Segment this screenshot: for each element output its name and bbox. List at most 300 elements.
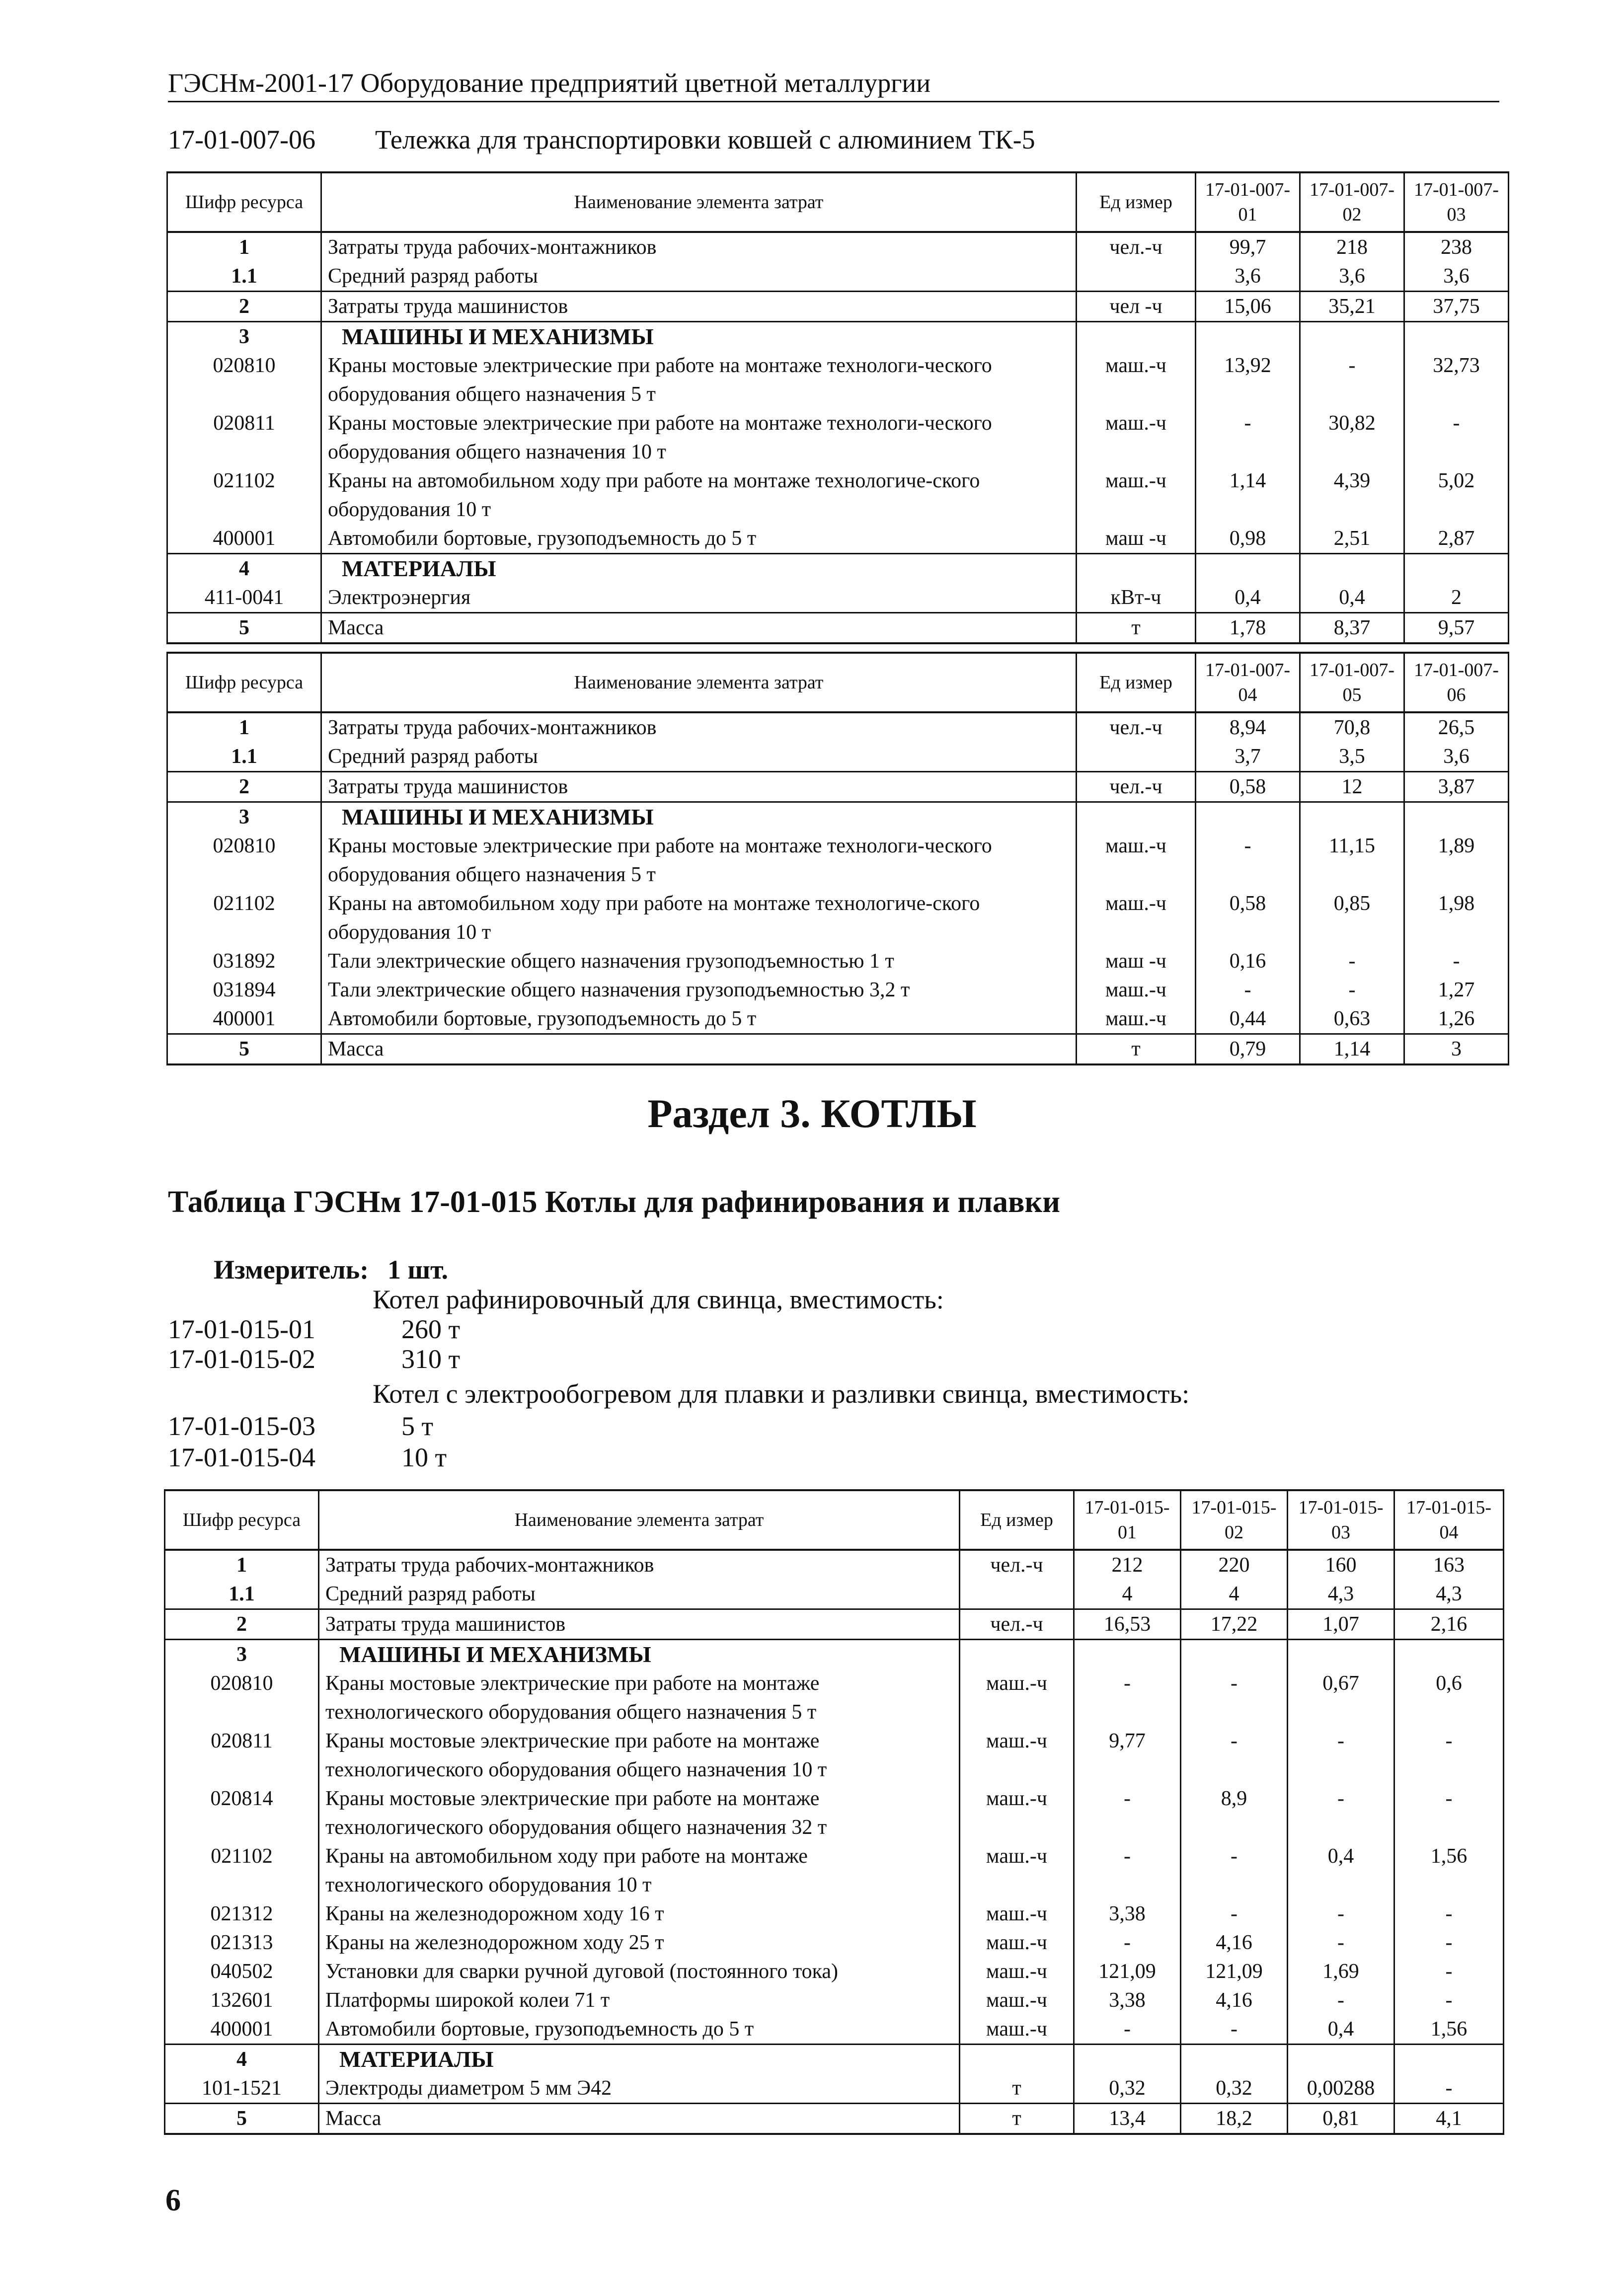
value-cell: 9,77 xyxy=(1074,1727,1181,1784)
norm-table-2 xyxy=(166,652,1509,1065)
value-cell: 0,58 xyxy=(1196,772,1300,802)
value-cell: 1,89 xyxy=(1404,832,1509,889)
value-cell: 1,07 xyxy=(1288,1609,1394,1640)
value-cell: 2 xyxy=(1404,583,1509,613)
cost-element-name: Краны мостовые электрические при работе на монтаже технологи-ческого оборудования общего назначения 5 т xyxy=(321,351,1077,409)
value-cell: - xyxy=(1394,1899,1504,1928)
value-cell: 0,98 xyxy=(1196,524,1300,554)
value-cell: 8,94 xyxy=(1196,712,1300,742)
table-row xyxy=(167,466,1509,524)
value-cell: 1,14 xyxy=(1196,466,1300,524)
value-cell xyxy=(1288,2045,1394,2074)
table-row xyxy=(165,1609,1504,1640)
value-cell: - xyxy=(1288,1727,1394,1784)
unit-cell: т xyxy=(960,2074,1074,2104)
resource-code: 020811 xyxy=(167,409,321,466)
unit-cell: маш.-ч xyxy=(960,1669,1074,1727)
resource-code: 400001 xyxy=(165,2015,319,2045)
unit-cell xyxy=(1077,554,1196,584)
value-cell: 12 xyxy=(1300,772,1404,802)
col-header-unit: Ед измер xyxy=(960,1490,1074,1550)
cost-element-name: Автомобили бортовые, грузоподъемность до 5 т xyxy=(319,2015,960,2045)
value-cell: - xyxy=(1394,2074,1504,2104)
value-cell: - xyxy=(1300,351,1404,409)
value-cell: 26,5 xyxy=(1404,712,1509,742)
desc-code: 17-01-015-01 xyxy=(168,1314,315,1344)
value-cell: 4,16 xyxy=(1181,1928,1288,1957)
table-row xyxy=(167,802,1509,832)
value-cell: 4,39 xyxy=(1300,466,1404,524)
desc-text: 5 т xyxy=(401,1411,434,1441)
value-cell: 3,38 xyxy=(1074,1986,1181,2015)
resource-code: 031894 xyxy=(167,976,321,1004)
col-header-value: 17-01-015-04 xyxy=(1394,1490,1504,1550)
value-cell: - xyxy=(1074,1842,1181,1899)
value-cell: 0,32 xyxy=(1181,2074,1288,2104)
unit-cell xyxy=(1077,802,1196,832)
col-header-value: 17-01-007-03 xyxy=(1404,172,1509,232)
table-row xyxy=(167,613,1509,644)
value-cell: 3,5 xyxy=(1300,742,1404,772)
desc-text: 310 т xyxy=(401,1344,461,1374)
col-header-unit: Ед измер xyxy=(1077,653,1196,712)
resource-code: 1 xyxy=(167,232,321,262)
value-cell xyxy=(1404,802,1509,832)
value-cell: 37,75 xyxy=(1404,292,1509,322)
cost-element-name: Краны мостовые электрические при работе на монтаже технологического оборудования общего назначения 32 т xyxy=(319,1784,960,1842)
unit-cell: маш.-ч xyxy=(1077,976,1196,1004)
table-row xyxy=(165,2045,1504,2074)
value-cell: 1,98 xyxy=(1404,889,1509,947)
value-cell: 70,8 xyxy=(1300,712,1404,742)
value-cell: 0,44 xyxy=(1196,1004,1300,1034)
value-cell: 1,26 xyxy=(1404,1004,1509,1034)
unit-cell: чел.-ч xyxy=(1077,712,1196,742)
resource-code: 5 xyxy=(167,1034,321,1065)
table-row xyxy=(167,351,1509,409)
cost-element-name: Краны на железнодорожном ходу 25 т xyxy=(319,1928,960,1957)
table-row xyxy=(167,322,1509,352)
cost-element-name: Краны мостовые электрические при работе на монтаже технологического оборудования общего назначения 5 т xyxy=(319,1669,960,1727)
resource-code: 1.1 xyxy=(167,262,321,292)
resource-code: 1 xyxy=(167,712,321,742)
cost-element-name: Платформы широкой колеи 71 т xyxy=(319,1986,960,2015)
value-cell: - xyxy=(1288,1986,1394,2015)
value-cell xyxy=(1300,554,1404,584)
unit-cell: маш.-ч xyxy=(960,1784,1074,1842)
value-cell: 0,81 xyxy=(1288,2104,1394,2134)
cost-element-name: Краны мостовые электрические при работе на монтаже технологи-ческого оборудования общего назначения 10 т xyxy=(321,409,1077,466)
section-label: МАШИНЫ И МЕХАНИЗМЫ xyxy=(321,322,1077,352)
value-cell: 0,6 xyxy=(1394,1669,1504,1727)
resource-code: 411-0041 xyxy=(167,583,321,613)
table-row xyxy=(165,1580,1504,1609)
value-cell: 11,15 xyxy=(1300,832,1404,889)
value-cell: 0,79 xyxy=(1196,1034,1300,1065)
value-cell: - xyxy=(1181,1727,1288,1784)
value-cell: 1,14 xyxy=(1300,1034,1404,1065)
value-cell xyxy=(1404,322,1509,352)
cost-element-name: Краны на железнодорожном ходу 16 т xyxy=(319,1899,960,1928)
unit-cell: маш.-ч xyxy=(960,2015,1074,2045)
resource-code: 4 xyxy=(165,2045,319,2074)
unit-cell: чел.-ч xyxy=(1077,772,1196,802)
value-cell: - xyxy=(1181,1669,1288,1727)
table-row xyxy=(165,1928,1504,1957)
value-cell: 3,6 xyxy=(1404,742,1509,772)
cost-element-name: Масса xyxy=(319,2104,960,2134)
table-row xyxy=(167,772,1509,802)
value-cell: 3,38 xyxy=(1074,1899,1181,1928)
value-cell: 4,1 xyxy=(1394,2104,1504,2134)
desc-code: 17-01-015-03 xyxy=(168,1411,315,1441)
table-row xyxy=(165,1550,1504,1580)
value-cell: 0,00288 xyxy=(1288,2074,1394,2104)
resource-code: 021102 xyxy=(165,1842,319,1899)
value-cell: - xyxy=(1404,409,1509,466)
value-cell: 220 xyxy=(1181,1550,1288,1580)
value-cell: 9,57 xyxy=(1404,613,1509,644)
value-cell: 2,16 xyxy=(1394,1609,1504,1640)
resource-code: 132601 xyxy=(165,1986,319,2015)
col-header-unit: Ед измер xyxy=(1077,172,1196,232)
table-row xyxy=(167,976,1509,1004)
resource-code: 021102 xyxy=(167,466,321,524)
value-cell: - xyxy=(1196,976,1300,1004)
col-header-name: Наименование элемента затрат xyxy=(321,653,1077,712)
unit-cell xyxy=(1077,322,1196,352)
value-cell: 0,4 xyxy=(1288,1842,1394,1899)
resource-code: 020811 xyxy=(165,1727,319,1784)
value-cell: - xyxy=(1196,832,1300,889)
value-cell: 17,22 xyxy=(1181,1609,1288,1640)
desc-text: Котел с электрообогревом для плавки и разливки свинца, вместимость: xyxy=(373,1379,1190,1409)
value-cell: 2,51 xyxy=(1300,524,1404,554)
value-cell: 238 xyxy=(1404,232,1509,262)
value-cell: 1,78 xyxy=(1196,613,1300,644)
col-header-code: Шифр ресурса xyxy=(167,653,321,712)
value-cell: 8,37 xyxy=(1300,613,1404,644)
table-row xyxy=(165,1899,1504,1928)
resource-code: 020814 xyxy=(165,1784,319,1842)
table-row xyxy=(165,1842,1504,1899)
col-header-value: 17-01-015-02 xyxy=(1181,1490,1288,1550)
value-cell: 4,16 xyxy=(1181,1986,1288,2015)
resource-code: 020810 xyxy=(167,832,321,889)
table-row xyxy=(165,1669,1504,1727)
value-cell: 13,92 xyxy=(1196,351,1300,409)
meter-value: 1 шт. xyxy=(387,1255,449,1285)
unit-cell: т xyxy=(960,2104,1074,2134)
value-cell: - xyxy=(1196,409,1300,466)
value-cell: 35,21 xyxy=(1300,292,1404,322)
value-cell: 1,27 xyxy=(1404,976,1509,1004)
value-cell: 3,7 xyxy=(1196,742,1300,772)
col-header-name: Наименование элемента затрат xyxy=(321,172,1077,232)
unit-cell: маш.-ч xyxy=(960,1899,1074,1928)
value-cell: 1,69 xyxy=(1288,1957,1394,1986)
value-cell: 0,63 xyxy=(1300,1004,1404,1034)
value-cell: 13,4 xyxy=(1074,2104,1181,2134)
cost-element-name: Тали электрические общего назначения грузоподъемностью 3,2 т xyxy=(321,976,1077,1004)
value-cell: 3,6 xyxy=(1196,262,1300,292)
desc-text: 260 т xyxy=(401,1314,461,1344)
value-cell: - xyxy=(1394,1986,1504,2015)
value-cell: 32,73 xyxy=(1404,351,1509,409)
meter-label: Измеритель: xyxy=(214,1255,369,1285)
resource-code: 031892 xyxy=(167,947,321,976)
resource-code: 400001 xyxy=(167,1004,321,1034)
unit-cell: маш.-ч xyxy=(960,1727,1074,1784)
table-row xyxy=(167,524,1509,554)
cost-element-name: Средний разряд работы xyxy=(321,262,1077,292)
desc-text: 10 т xyxy=(401,1442,447,1472)
desc-code: 17-01-015-02 xyxy=(168,1344,315,1374)
value-cell: 212 xyxy=(1074,1550,1181,1580)
unit-cell: маш -ч xyxy=(1077,947,1196,976)
table-row xyxy=(165,1986,1504,2015)
table-row xyxy=(167,262,1509,292)
resource-code: 5 xyxy=(165,2104,319,2134)
desc-text: Котел рафинировочный для свинца, вместимость: xyxy=(373,1285,944,1314)
unit-cell: маш.-ч xyxy=(1077,466,1196,524)
header-rule xyxy=(168,101,1499,102)
cost-element-name: Затраты труда рабочих-монтажников xyxy=(321,232,1077,262)
value-cell xyxy=(1394,1640,1504,1669)
value-cell: - xyxy=(1288,1784,1394,1842)
unit-cell: маш.-ч xyxy=(1077,409,1196,466)
unit-cell: маш.-ч xyxy=(1077,832,1196,889)
value-cell: - xyxy=(1074,1928,1181,1957)
unit-cell xyxy=(960,1640,1074,1669)
value-cell: 5,02 xyxy=(1404,466,1509,524)
value-cell: - xyxy=(1181,1899,1288,1928)
unit-cell: маш -ч xyxy=(1077,524,1196,554)
col-header-value: 17-01-007-04 xyxy=(1196,653,1300,712)
value-cell: 2,87 xyxy=(1404,524,1509,554)
value-cell: - xyxy=(1288,1899,1394,1928)
col-header-value: 17-01-007-05 xyxy=(1300,653,1404,712)
cost-element-name: Краны на автомобильном ходу при работе на монтаже технологиче-ского оборудования 10 т xyxy=(321,889,1077,947)
value-cell: - xyxy=(1074,2015,1181,2045)
unit-cell xyxy=(1077,262,1196,292)
cost-element-name: Автомобили бортовые, грузоподъемность до 5 т xyxy=(321,1004,1077,1034)
resource-code: 3 xyxy=(167,322,321,352)
value-cell: 15,06 xyxy=(1196,292,1300,322)
cost-element-name: Масса xyxy=(321,613,1077,644)
value-cell: - xyxy=(1394,1784,1504,1842)
table-row xyxy=(165,2104,1504,2134)
unit-cell: маш.-ч xyxy=(960,1986,1074,2015)
resource-code: 1.1 xyxy=(167,742,321,772)
resource-code: 021312 xyxy=(165,1899,319,1928)
cost-element-name: Тали электрические общего назначения грузоподъемностью 1 т xyxy=(321,947,1077,976)
table-row xyxy=(167,292,1509,322)
table-row xyxy=(167,409,1509,466)
resource-code: 3 xyxy=(167,802,321,832)
unit-cell: маш.-ч xyxy=(960,1957,1074,1986)
value-cell xyxy=(1288,1640,1394,1669)
unit-cell: чел.-ч xyxy=(1077,232,1196,262)
col-header-value: 17-01-015-03 xyxy=(1288,1490,1394,1550)
unit-cell: т xyxy=(1077,1034,1196,1065)
cost-element-name: Затраты труда машинистов xyxy=(319,1609,960,1640)
cost-element-name: Краны мостовые электрические при работе на монтаже технологи-ческого оборудования общего назначения 5 т xyxy=(321,832,1077,889)
resource-code: 040502 xyxy=(165,1957,319,1986)
table-row xyxy=(167,1034,1509,1065)
value-cell: 3 xyxy=(1404,1034,1509,1065)
value-cell: 0,4 xyxy=(1288,2015,1394,2045)
table-row xyxy=(167,742,1509,772)
value-cell: - xyxy=(1181,2015,1288,2045)
value-cell: 0,58 xyxy=(1196,889,1300,947)
unit-cell xyxy=(960,1580,1074,1609)
value-cell: - xyxy=(1300,947,1404,976)
unit-cell xyxy=(960,2045,1074,2074)
page-header: ГЭСНм-2001-17 Оборудование предприятий цветной металлургии xyxy=(168,68,931,98)
unit-cell: чел.-ч xyxy=(960,1609,1074,1640)
section-label: МАТЕРИАЛЫ xyxy=(319,2045,960,2074)
resource-code: 2 xyxy=(167,292,321,322)
value-cell xyxy=(1196,802,1300,832)
table-row xyxy=(167,1004,1509,1034)
value-cell: 121,09 xyxy=(1074,1957,1181,1986)
col-header-value: 17-01-007-06 xyxy=(1404,653,1509,712)
value-cell: 121,09 xyxy=(1181,1957,1288,1986)
value-cell: 8,9 xyxy=(1181,1784,1288,1842)
value-cell xyxy=(1300,322,1404,352)
unit-cell: маш.-ч xyxy=(1077,351,1196,409)
value-cell: - xyxy=(1394,1957,1504,1986)
unit-cell: чел.-ч xyxy=(960,1550,1074,1580)
cost-element-name: Затраты труда машинистов xyxy=(321,292,1077,322)
cost-element-name: Краны на автомобильном ходу при работе на монтаже технологиче-ского оборудования 10 т xyxy=(321,466,1077,524)
resource-code: 021102 xyxy=(167,889,321,947)
value-cell: 3,6 xyxy=(1300,262,1404,292)
desc-code: 17-01-015-04 xyxy=(168,1442,315,1472)
value-cell xyxy=(1074,1640,1181,1669)
table-row xyxy=(167,947,1509,976)
cost-element-name: Затраты труда рабочих-монтажников xyxy=(321,712,1077,742)
value-cell: - xyxy=(1288,1928,1394,1957)
col-header-value: 17-01-015-01 xyxy=(1074,1490,1181,1550)
resource-code: 020810 xyxy=(167,351,321,409)
cost-element-name: Электроэнергия xyxy=(321,583,1077,613)
unit-cell: маш.-ч xyxy=(960,1928,1074,1957)
resource-code: 5 xyxy=(167,613,321,644)
cost-element-name: Краны на автомобильном ходу при работе на монтаже технологического оборудования 10 т xyxy=(319,1842,960,1899)
value-cell: - xyxy=(1300,976,1404,1004)
resource-code: 1 xyxy=(165,1550,319,1580)
table-row xyxy=(167,712,1509,742)
value-cell: 16,53 xyxy=(1074,1609,1181,1640)
value-cell: 0,4 xyxy=(1196,583,1300,613)
cost-element-name: Затраты труда рабочих-монтажников xyxy=(319,1550,960,1580)
value-cell: 3,87 xyxy=(1404,772,1509,802)
col-header-code: Шифр ресурса xyxy=(165,1490,319,1550)
resource-code: 1.1 xyxy=(165,1580,319,1609)
value-cell: 0,85 xyxy=(1300,889,1404,947)
unit-cell: т xyxy=(1077,613,1196,644)
value-cell: - xyxy=(1394,1727,1504,1784)
resource-code: 2 xyxy=(167,772,321,802)
value-cell: 99,7 xyxy=(1196,232,1300,262)
value-cell: 18,2 xyxy=(1181,2104,1288,2134)
col-header-value: 17-01-007-02 xyxy=(1300,172,1404,232)
table-row xyxy=(165,1640,1504,1669)
table-row xyxy=(167,583,1509,613)
col-header-code: Шифр ресурса xyxy=(167,172,321,232)
cost-element-name: Электроды диаметром 5 мм Э42 xyxy=(319,2074,960,2104)
value-cell: - xyxy=(1181,1842,1288,1899)
cost-element-name: Затраты труда машинистов xyxy=(321,772,1077,802)
value-cell: 0,16 xyxy=(1196,947,1300,976)
value-cell: 4 xyxy=(1181,1580,1288,1609)
page-number: 6 xyxy=(165,2184,181,2217)
cost-element-name: Средний разряд работы xyxy=(321,742,1077,772)
table-row xyxy=(165,1784,1504,1842)
value-cell xyxy=(1196,322,1300,352)
resource-code: 021313 xyxy=(165,1928,319,1957)
resource-code: 101-1521 xyxy=(165,2074,319,2104)
cost-element-name: Автомобили бортовые, грузоподъемность до 5 т xyxy=(321,524,1077,554)
table-row xyxy=(167,232,1509,262)
table-row xyxy=(165,1957,1504,1986)
table-row xyxy=(165,1727,1504,1784)
subsection-name: Тележка для транспортировки ковшей с алюминием ТК-5 xyxy=(375,125,1035,154)
table-row xyxy=(167,889,1509,947)
value-cell xyxy=(1300,802,1404,832)
value-cell xyxy=(1394,2045,1504,2074)
table-row xyxy=(165,2015,1504,2045)
norm-table-1 xyxy=(166,171,1509,644)
value-cell: 218 xyxy=(1300,232,1404,262)
unit-cell xyxy=(1077,742,1196,772)
value-cell: 4,3 xyxy=(1394,1580,1504,1609)
unit-cell: маш.-ч xyxy=(1077,1004,1196,1034)
value-cell xyxy=(1074,2045,1181,2074)
value-cell xyxy=(1181,2045,1288,2074)
value-cell: 4,3 xyxy=(1288,1580,1394,1609)
resource-code: 4 xyxy=(167,554,321,584)
table-title: Таблица ГЭСНм 17-01-015 Котлы для рафинирования и плавки xyxy=(168,1185,1060,1219)
value-cell: 4 xyxy=(1074,1580,1181,1609)
value-cell: - xyxy=(1394,1928,1504,1957)
value-cell xyxy=(1181,1640,1288,1669)
unit-cell: чел -ч xyxy=(1077,292,1196,322)
resource-code: 400001 xyxy=(167,524,321,554)
resource-code: 020810 xyxy=(165,1669,319,1727)
value-cell: 160 xyxy=(1288,1550,1394,1580)
value-cell: - xyxy=(1074,1784,1181,1842)
value-cell: 3,6 xyxy=(1404,262,1509,292)
table-row xyxy=(167,554,1509,584)
table-row xyxy=(167,832,1509,889)
value-cell: 30,82 xyxy=(1300,409,1404,466)
section-title: Раздел 3. КОТЛЫ xyxy=(647,1091,977,1136)
col-header-name: Наименование элемента затрат xyxy=(319,1490,960,1550)
resource-code: 2 xyxy=(165,1609,319,1640)
value-cell xyxy=(1196,554,1300,584)
value-cell: 163 xyxy=(1394,1550,1504,1580)
unit-cell: маш.-ч xyxy=(1077,889,1196,947)
resource-code: 3 xyxy=(165,1640,319,1669)
value-cell: - xyxy=(1404,947,1509,976)
subsection-code: 17-01-007-06 xyxy=(168,125,315,154)
unit-cell: кВт-ч xyxy=(1077,583,1196,613)
value-cell: 0,4 xyxy=(1300,583,1404,613)
col-header-value: 17-01-007-01 xyxy=(1196,172,1300,232)
